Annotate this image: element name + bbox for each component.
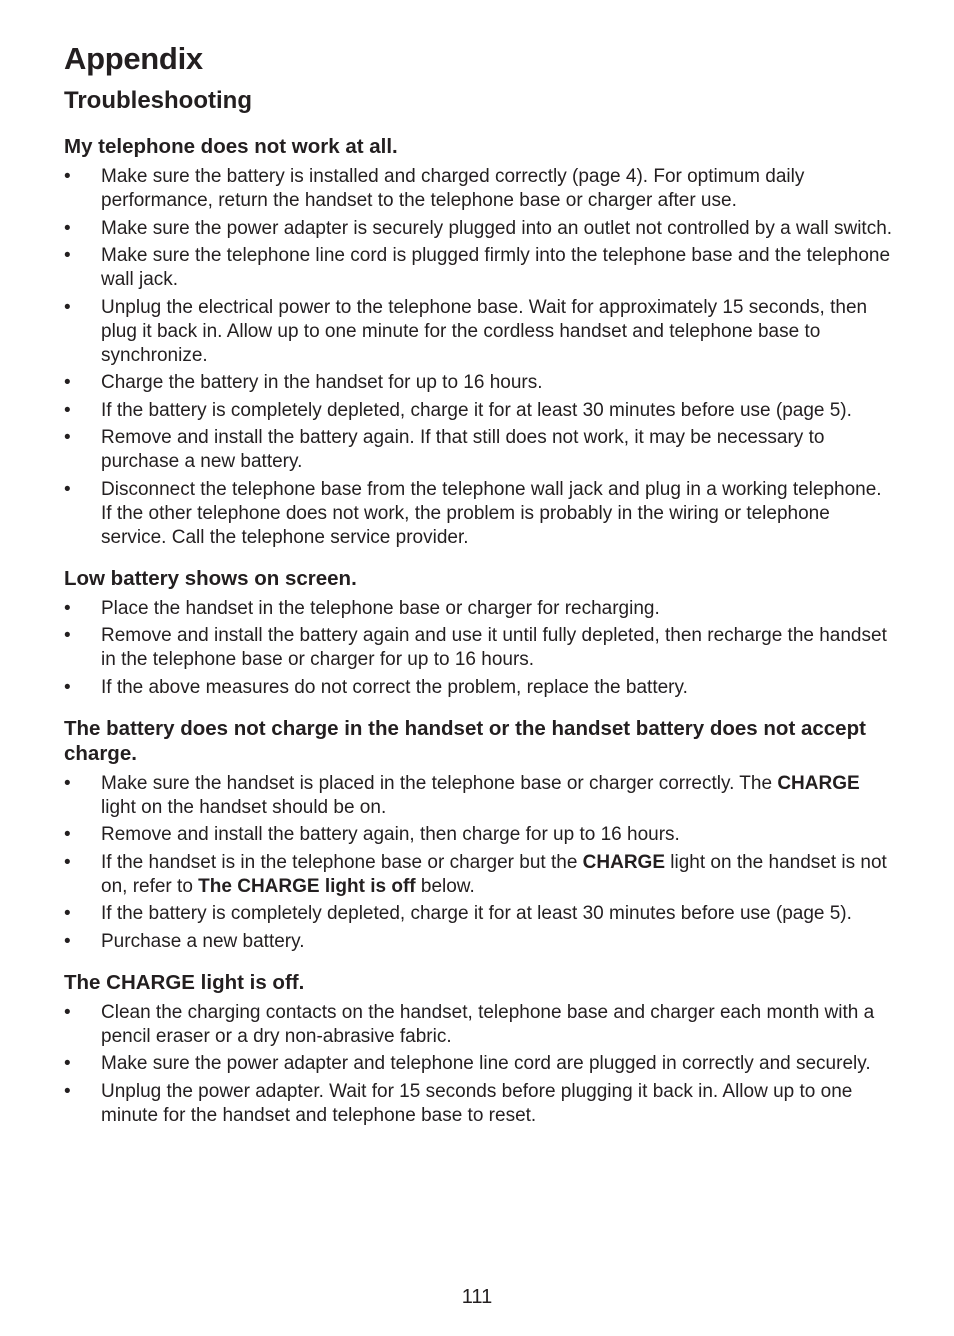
troubleshooting-section xyxy=(64,566,894,700)
problem-heading: The CHARGE light is off. xyxy=(64,970,305,994)
section-title: Troubleshooting xyxy=(64,87,252,114)
solution-list xyxy=(64,165,894,550)
item-text: Clean the charging contacts on the handset, telephone base and charger each month with a pencil eraser or a dry non-abrasive fabric. xyxy=(101,1001,875,1047)
list-item xyxy=(64,676,894,700)
bullet-icon: • xyxy=(64,903,71,924)
item-text: Make sure the power adapter and telephone line cord are plugged in correctly and securely. xyxy=(101,1053,871,1074)
problem-heading: My telephone does not work at all. xyxy=(64,135,398,158)
list-item xyxy=(64,478,894,550)
item-text: light on the handset should be on. xyxy=(101,796,387,818)
bullet-icon: • xyxy=(64,625,71,646)
troubleshooting-section xyxy=(64,134,894,550)
list-item xyxy=(64,624,894,672)
troubleshooting-section xyxy=(64,716,894,954)
item-text: Remove and install the battery again. If that still does not work, it may be necessary to purchase a new battery. xyxy=(101,427,825,472)
bullet-icon: • xyxy=(64,166,71,187)
bullet-icon: • xyxy=(64,372,71,393)
bold-text: CHARGE xyxy=(777,772,860,794)
list-item xyxy=(64,217,894,241)
list-item xyxy=(64,772,894,820)
bullet-icon: • xyxy=(64,217,71,239)
item-text: Unplug the electrical power to the telephone base. Wait for approximately 15 seconds, then plug it back in. Allow up to one minute for the cordless handset and telephone base to synchronize. xyxy=(101,296,868,366)
list-item xyxy=(64,399,894,423)
item-text: If the handset is in the telephone base or charger but the xyxy=(101,851,583,873)
solution-list xyxy=(64,597,894,700)
item-text: Unplug the power adapter. Wait for 15 seconds before plugging it back in. Allow up to one minute for the handset and telephone base to reset. xyxy=(101,1080,853,1126)
item-text: light on the handset is not on, refer to xyxy=(101,851,887,897)
bullet-icon: • xyxy=(64,676,71,698)
item-text: Make sure the telephone line cord is plugged firmly into the telephone base and the telephone wall jack. xyxy=(101,245,891,290)
item-text: Place the handset in the telephone base or charger for recharging. xyxy=(101,597,660,619)
list-item xyxy=(64,1080,894,1128)
item-text: If the above measures do not correct the problem, replace the battery. xyxy=(101,676,688,698)
item-text: Disconnect the telephone base from the telephone wall jack and plug in a working telephone. If the other telephone does not work, the problem is probably in the wiring or telephone service. Call the telephone service provider. xyxy=(101,478,882,548)
item-text: below. xyxy=(415,875,475,897)
bullet-icon: • xyxy=(64,1053,71,1074)
bullet-icon: • xyxy=(64,930,71,952)
bullet-icon: • xyxy=(64,1001,71,1023)
bold-text: The CHARGE light is off xyxy=(198,875,416,897)
item-text: Charge the battery in the handset for up to 16 hours. xyxy=(101,372,543,393)
item-text: Remove and install the battery again and use it until fully depleted, then recharge the handset in the telephone base or charger for up to 16 hours. xyxy=(101,625,887,670)
list-item xyxy=(64,1052,894,1076)
bullet-icon: • xyxy=(64,1080,71,1102)
troubleshooting-section xyxy=(64,970,894,1128)
list-item xyxy=(64,902,894,926)
list-item xyxy=(64,930,894,954)
solution-list xyxy=(64,1001,894,1128)
item-text: Make sure the handset is placed in the telephone base or charger correctly. The xyxy=(101,772,778,794)
list-item xyxy=(64,597,894,621)
list-item xyxy=(64,244,894,292)
bullet-icon: • xyxy=(64,824,71,845)
item-text: Make sure the power adapter is securely plugged into an outlet not controlled by a wall switch. xyxy=(101,217,893,239)
list-item xyxy=(64,426,894,474)
list-item xyxy=(64,823,894,847)
problem-heading: Low battery shows on screen. xyxy=(64,566,357,590)
page-title: Appendix xyxy=(64,41,203,76)
problem-heading: The battery does not charge in the handset or the handset battery does not accept charge. xyxy=(64,716,866,765)
bullet-icon: • xyxy=(64,399,71,421)
bullet-icon: • xyxy=(64,427,71,448)
item-text: Remove and install the battery again, then charge for up to 16 hours. xyxy=(101,824,680,845)
page-content xyxy=(64,40,894,1131)
item-text: Make sure the battery is installed and charged correctly (page 4). For optimum daily performance, return the handset to the telephone base or charger after use. xyxy=(101,166,805,211)
troubleshooting-sections xyxy=(64,134,894,1128)
bold-text: CHARGE xyxy=(582,851,666,873)
list-item xyxy=(64,296,894,368)
solution-list xyxy=(64,772,894,954)
bullet-icon: • xyxy=(64,851,71,873)
page-number: 111 xyxy=(461,1286,493,1308)
item-text: If the battery is completely depleted, charge it for at least 30 minutes before use (page 5). xyxy=(101,399,852,421)
list-item xyxy=(64,1001,894,1049)
bullet-icon: • xyxy=(64,478,71,500)
item-text: If the battery is completely depleted, charge it for at least 30 minutes before use (page 5). xyxy=(101,903,852,924)
bullet-icon: • xyxy=(64,296,71,318)
item-text: Purchase a new battery. xyxy=(101,930,305,952)
bullet-icon: • xyxy=(64,772,71,794)
bullet-icon: • xyxy=(64,245,71,266)
list-item xyxy=(64,371,894,395)
list-item xyxy=(64,851,894,899)
list-item xyxy=(64,165,894,213)
bullet-icon: • xyxy=(64,597,71,619)
